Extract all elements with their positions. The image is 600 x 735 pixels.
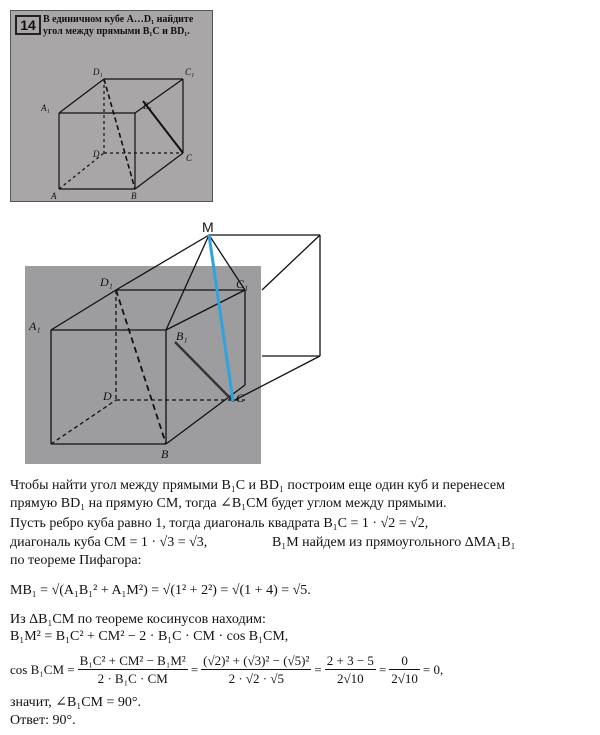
problem-number: 14 bbox=[15, 15, 41, 35]
solution-line-1: Чтобы найти угол между прямыми B₁C и BD₁ построим еще один куб и перенесем bbox=[10, 478, 505, 493]
label-c1-small: C₁ bbox=[185, 67, 195, 77]
label-m: M bbox=[202, 219, 214, 235]
label-b1: B₁ bbox=[176, 329, 188, 343]
label-c1: C₁ bbox=[236, 277, 249, 291]
mb1-formula: MB₁ = √(A₁B₁² + A₁M²) = √(1² + 2²) = √(1 + 4) = √5. bbox=[10, 583, 311, 598]
label-a1: A₁ bbox=[29, 319, 41, 333]
solution-line-5: по теореме Пифагора: bbox=[10, 553, 142, 568]
label-a-small: A bbox=[51, 191, 57, 201]
solution-line-4b: B₁M найдем из прямоугольного ΔMA₁B₁ bbox=[272, 535, 516, 550]
cosine-intro: Из ΔB₁CM по теореме косинусов находим: bbox=[10, 612, 266, 627]
answer: Ответ: 90°. bbox=[10, 713, 76, 728]
cos-lhs: cos B₁CM = bbox=[10, 662, 75, 677]
label-d1-small: D₁ bbox=[93, 67, 103, 77]
label-b: B bbox=[161, 447, 169, 461]
label-d1: D₁ bbox=[100, 275, 113, 289]
label-c-small: C bbox=[186, 153, 193, 163]
solution-line-4a: диагональ куба CM = 1 · √3 = √3, bbox=[10, 535, 208, 550]
problem-text: В единичном кубе A…D₁ найдите угол между прямыми B₁C и BD₁. bbox=[43, 14, 194, 37]
label-a1-small: A₁ bbox=[41, 103, 50, 113]
label-d-small: D bbox=[93, 149, 100, 159]
solution-line-2: прямую BD₁ на прямую CM, тогда ∠B₁CM будет углом между прямыми. bbox=[10, 496, 447, 511]
label-b-small: B bbox=[131, 191, 137, 201]
fraction-2: $\frac{\text{(√2)² + (√3)² − (√5)²}}{2 \cdot √2 \cdot √5}$ bbox=[203, 653, 310, 686]
fraction-3: $\frac{2 + 3 - 5}{2√10}$ bbox=[326, 653, 374, 686]
cosine-computation: cos B₁CM = $\frac{\text{B₁C² + CM² − B₁M²}}{\text{2 · B₁C · CM}}$ = $\frac{\text{(√2)² + (√3)² − (√5)²}}{2 \cdot √2 \cdot √5}$ = $\frac{2 + 3 - 5}{2√10}$ = $\frac{0}{2√10}$ = 0, bbox=[10, 653, 444, 686]
conclusion: значит, ∠B₁CM = 90°. bbox=[10, 695, 142, 710]
label-c: C bbox=[236, 391, 245, 405]
cm-line bbox=[209, 235, 233, 401]
cosine-law: B₁M² = B₁C² + CM² − 2 · B₁C · CM · cos B₁CM, bbox=[10, 629, 289, 644]
label-d: D bbox=[103, 389, 112, 403]
label-b1-small: B₁ bbox=[143, 101, 152, 111]
fraction-4: $\frac{0}{2√10}$ bbox=[391, 653, 418, 686]
solution-line-3: Пусть ребро куба равно 1, тогда диагональ квадрата B₁C = 1 · √2 = √2, bbox=[10, 516, 429, 531]
cos-result: = 0, bbox=[422, 662, 444, 677]
fraction-1: $\frac{\text{B₁C² + CM² − B₁M²}}{\text{2 · B₁C · CM}}$ bbox=[79, 653, 186, 686]
